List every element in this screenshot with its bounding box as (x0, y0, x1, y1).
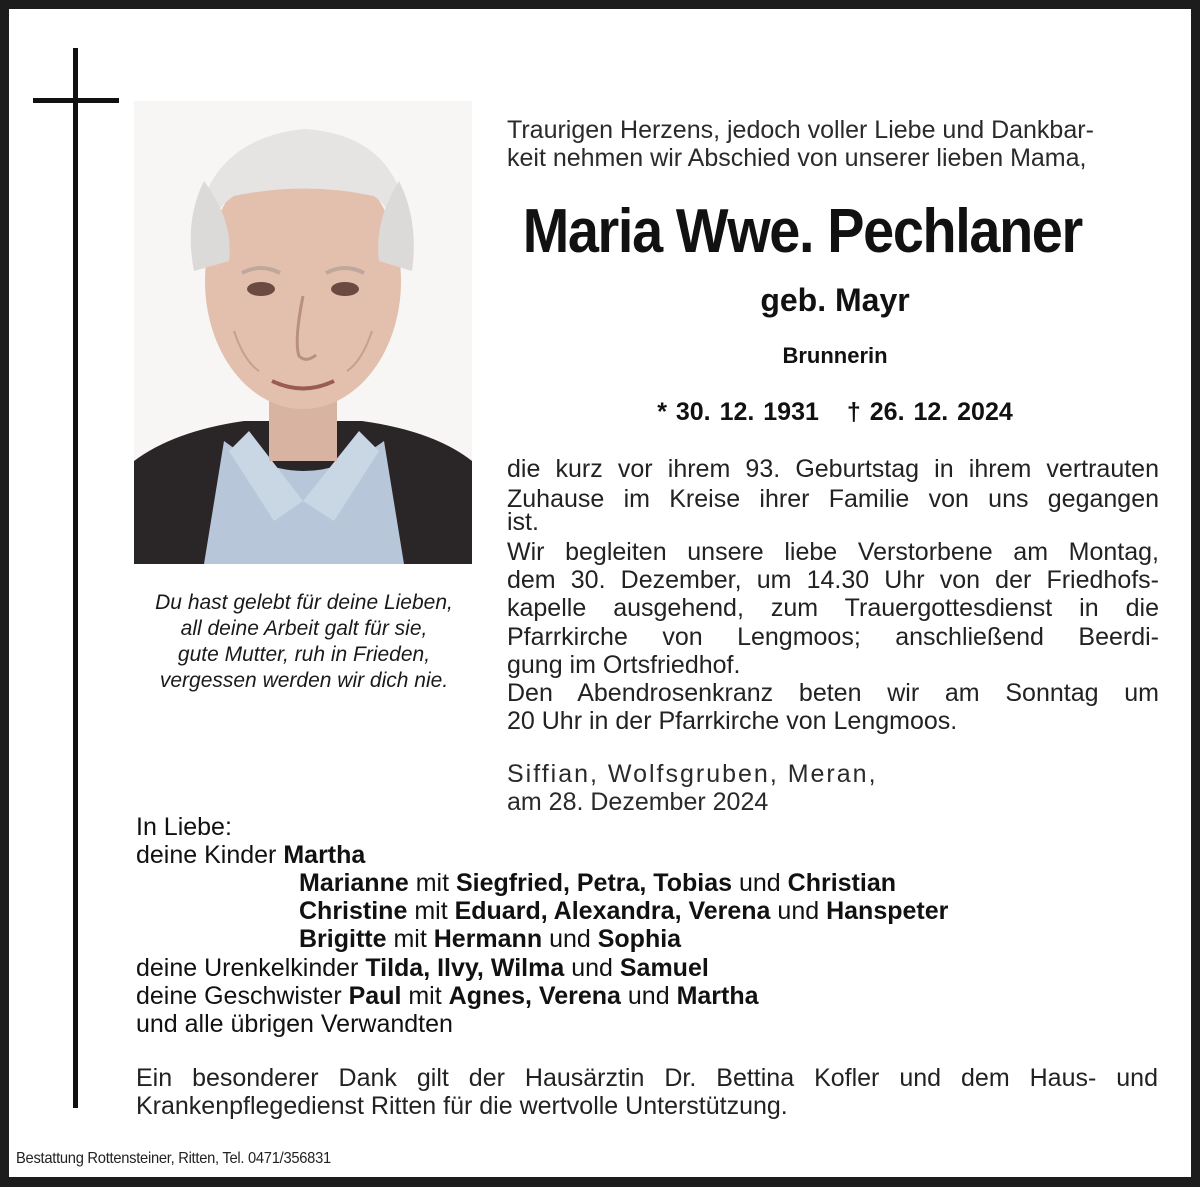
connector-text: und (777, 897, 820, 925)
connector-text: mit (415, 869, 450, 897)
family-names: Samuel (619, 954, 709, 982)
poem-line: Du hast gelebt für deine Lieben, (155, 591, 453, 614)
family-names: Sophia (597, 925, 682, 953)
greatgrandchildren-label: deine Urenkelkinder (136, 954, 359, 982)
family-siblings-line (136, 981, 759, 1011)
family-names: Eduard, Alexandra, Verena (454, 897, 771, 925)
life-dates (508, 398, 1162, 427)
body-text-line: 20 Uhr in der Pfarrkirche von Lengmoos. (507, 707, 958, 735)
siblings-label: deine Geschwister (136, 982, 342, 1010)
family-names: Christian (787, 869, 896, 897)
maiden-name: geb. Mayr (760, 282, 910, 318)
child-name: Marianne (299, 869, 409, 897)
child-name: Martha (283, 841, 366, 869)
memorial-poem (130, 590, 478, 694)
body-text-line: dem 30. Dezember, um 14.30 Uhr von der Friedhofs- (507, 566, 1159, 594)
sibling-name: Paul (348, 982, 402, 1010)
family-children-line (299, 868, 896, 898)
family-names: Hanspeter (826, 897, 949, 925)
deceased-name: Maria Wwe. Pechlaner (522, 197, 1082, 266)
thanks-text-line: Ein besonderer Dank gilt der Hausärztin Dr. Bettina Kofler und dem Haus- und (136, 1064, 1158, 1092)
child-name: Christine (299, 897, 408, 925)
body-text-line: Wir begleiten unsere liebe Verstorbene am Montag, (507, 538, 1159, 566)
body-text-line: Zuhause im Kreise ihrer Familie von uns gegangen (507, 485, 1159, 513)
body-text-line: kapelle ausgehend, zum Trauergottesdienst in die (507, 594, 1159, 622)
family-names: Tilda, Ilvy, Wilma (365, 954, 565, 982)
family-children-line (136, 840, 365, 870)
child-name: Brigitte (299, 925, 387, 953)
birth-date: * 30. 12. 1931 (657, 398, 819, 426)
nickname: Brunnerin (782, 343, 888, 368)
place-names: Siffian, Wolfsgruben, Meran, (507, 760, 878, 788)
poem-line: all deine Arbeit galt für sie, (180, 617, 428, 640)
connector-text: mit (393, 925, 427, 953)
children-label: deine Kinder (136, 841, 277, 869)
body-text-line: Pfarrkirche von Lengmoos; anschließend Beerdi- (507, 623, 1159, 651)
intro-line: Traurigen Herzens, jedoch voller Liebe und Dankbar- (507, 116, 1094, 144)
cross-icon-vertical (73, 48, 78, 1108)
connector-text: mit (408, 982, 442, 1010)
family-greatgrandchildren-line (136, 953, 709, 983)
family-names: Siegfried, Petra, Tobias (456, 869, 733, 897)
family-children-line (299, 924, 681, 954)
poem-line: vergessen werden wir dich nie. (159, 669, 449, 692)
death-date: † 26. 12. 2024 (846, 398, 1013, 426)
connector-text: und (549, 925, 591, 953)
connector-text: mit (414, 897, 448, 925)
connector-text: und (571, 954, 613, 982)
family-names: Hermann (433, 925, 543, 953)
family-children-line (299, 896, 948, 926)
body-text-line: ist. (507, 508, 539, 536)
connector-text: und (627, 982, 670, 1010)
body-text-line: Den Abendrosenkranz beten wir am Sonntag um (507, 679, 1159, 707)
intro-line: keit nehmen wir Abschied von unserer lieben Mama, (507, 144, 1087, 172)
body-text-line: die kurz vor ihrem 93. Geburtstag in ihrem vertrauten (507, 455, 1159, 483)
family-names: Martha (676, 982, 759, 1010)
thanks-text-line: Krankenpflegedienst Ritten für die wertvolle Unterstützung. (136, 1092, 788, 1120)
family-relatives-line: und alle übrigen Verwandten (136, 1010, 453, 1038)
place-date: am 28. Dezember 2024 (507, 788, 769, 816)
cross-icon-horizontal (33, 98, 119, 103)
body-text-line: gung im Ortsfriedhof. (507, 651, 741, 679)
connector-text: und (738, 869, 781, 897)
funeral-home-footer: Bestattung Rottensteiner, Ritten, Tel. 0471/356831 (16, 1150, 331, 1167)
poem-line: gute Mutter, ruh in Frieden, (177, 643, 431, 666)
family-names: Agnes, Verena (448, 982, 621, 1010)
portrait-photo (134, 101, 472, 564)
family-heading: In Liebe: (136, 813, 232, 841)
